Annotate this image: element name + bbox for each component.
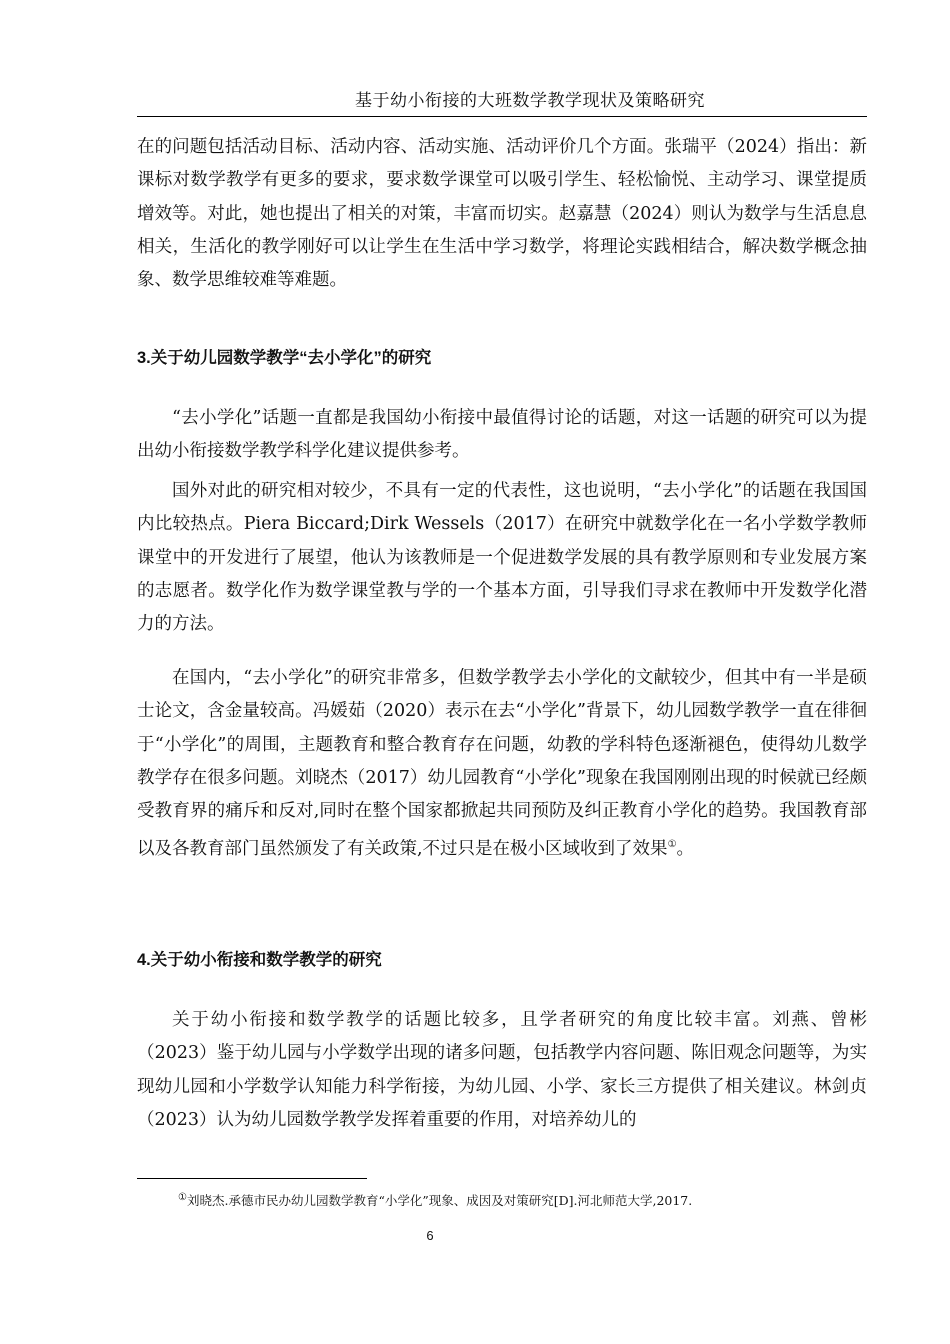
paragraph-text: 在国内，“去小学化”的研究非常多，但数学教学去小学化的文献较少，但其中有一半是硕士论文，含金量较高。冯媛茹（2020）表示在去“小学化”背景下，幼儿园数学教学一直在徘徊于“小学化”的周围，主题教育和整合教育存在问题，幼教的学科特色逐渐褪色，使得幼儿数学教学存在很多问题。刘晓杰（2017）幼儿园教育“小学化”现象在我国刚刚出现的时候就已经颇受教育界的痛斥和反对,同时在整个国家都掀起共同预防及纠正教育小学化的趋势。我国教育部以及各教育部门虽然颁发了有关政策,不过只是在极小区域收到了效果: [137, 668, 867, 860]
body-paragraph: [137, 662, 867, 867]
page-number: 6: [426, 1228, 434, 1243]
header-rule: [137, 116, 867, 117]
body-paragraph: 关于幼小衔接和数学教学的话题比较多，且学者研究的角度比较丰富。刘燕、曾彬（2023）鉴于幼儿园与小学数学出现的诸多问题，包括教学内容问题、陈旧观念问题等，为实现幼儿园和小学数学认知能力科学衔接，为幼儿园、小学、家长三方提供了相关建议。林剑贞（2023）认为幼儿园数学教学发挥着重要的作用，对培养幼儿的: [137, 1010, 867, 1130]
footnote: [178, 1190, 692, 1209]
footnote-reference[interactable]: ①: [667, 839, 677, 851]
body-paragraph-continuation: 在的问题包括活动目标、活动内容、活动实施、活动评价几个方面。张瑞平（2024）指出：新课标对数学教学有更多的要求，要求数学课堂可以吸引学生、轻松愉悦、主动学习、课堂提质增效等。对此，她也提出了相关的对策，丰富而切实。赵嘉慧（2024）则认为数学与生活息息相关，生活化的教学刚好可以让学生在生活中学习数学，将理论实践相结合，解决数学概念抽象、数学思维较难等难题。: [137, 137, 867, 291]
paragraph-end: 。: [676, 839, 695, 860]
body-paragraph: “去小学化”话题一直都是我国幼小衔接中最值得讨论的话题，对这一话题的研究可以为提出幼小衔接数学教学科学化建议提供参考。: [137, 408, 867, 462]
running-header-title: 基于幼小衔接的大班数学教学现状及策略研究: [355, 91, 705, 111]
footnote-text: 刘晓杰.承德市民办幼儿园数学教育“小学化”现象、成因及对策研究[D].河北师范大学,2017.: [186, 1193, 693, 1209]
body-paragraph: 国外对此的研究相对较少，不具有一定的代表性，这也说明，“去小学化”的话题在我国国内比较热点。Piera Biccard;Dirk Wessels（2017）在研究中就数学化在一名小学数学教师课堂中的开发进行了展望，他认为该教师是一个促进数学发展的具有教学原则和专业发展方案的志愿者。数学化作为数学课堂教与学的一个基本方面，引导我们寻求在教师中开发数学化潜力的方法。: [137, 481, 867, 635]
footnote-mark: ①: [178, 1192, 187, 1203]
section-heading-3: 3.关于幼儿园数学教学“去小学化”的研究: [137, 349, 432, 367]
footnote-separator: [137, 1178, 367, 1179]
section-heading-4: 4.关于幼小衔接和数学教学的研究: [137, 951, 382, 969]
